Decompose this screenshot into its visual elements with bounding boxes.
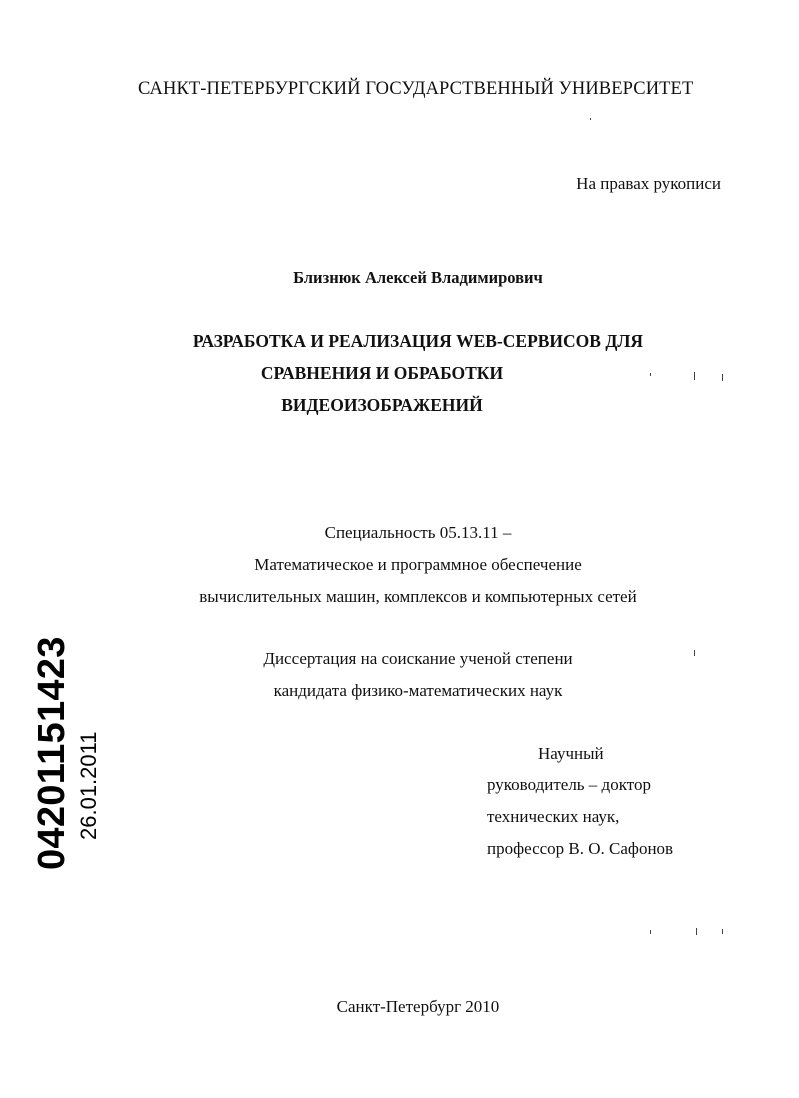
scan-speck xyxy=(696,928,697,935)
thesis-title-line: ВИДЕОИЗОБРАЖЕНИЙ xyxy=(281,395,483,415)
manuscript-note: На правах рукописи xyxy=(576,174,721,193)
dissertation-line: кандидата физико-математических наук xyxy=(273,681,563,700)
library-stamp-date: 26.01.2011 xyxy=(76,731,101,840)
dissertation-line: Диссертация на соискание ученой степени xyxy=(263,649,573,668)
specialty-line: вычислительных машин, комплексов и компьютерных сетей xyxy=(199,587,637,606)
scan-speck xyxy=(694,650,695,656)
scan-speck xyxy=(650,930,651,934)
advisor-line: профессор В. О. Сафонов xyxy=(487,839,674,858)
scan-speck xyxy=(722,929,723,934)
scan-speck xyxy=(694,372,695,380)
scan-speck xyxy=(590,118,591,120)
thesis-title-line: РАЗРАБОТКА И РЕАЛИЗАЦИЯ WEB-СЕРВИСОВ ДЛЯ xyxy=(192,331,644,351)
scan-speck xyxy=(650,373,651,376)
advisor-line: руководитель – доктор xyxy=(487,775,651,794)
city-year: Санкт-Петербург 2010 xyxy=(336,997,500,1016)
university-name: САНКТ-ПЕТЕРБУРГСКИЙ ГОСУДАРСТВЕННЫЙ УНИВЕРСИТЕТ xyxy=(138,79,694,99)
advisor-line: Научный xyxy=(538,744,604,763)
advisor-line: технических наук, xyxy=(487,807,620,826)
scan-speck xyxy=(722,374,723,381)
library-stamp-number: 04201151423 xyxy=(31,636,73,870)
specialty-line: Математическое и программное обеспечение xyxy=(254,555,582,574)
thesis-title-line: СРАВНЕНИЯ И ОБРАБОТКИ xyxy=(260,363,504,383)
specialty-line: Специальность 05.13.11 – xyxy=(324,523,512,542)
author-name: Близнюк Алексей Владимирович xyxy=(293,268,543,287)
